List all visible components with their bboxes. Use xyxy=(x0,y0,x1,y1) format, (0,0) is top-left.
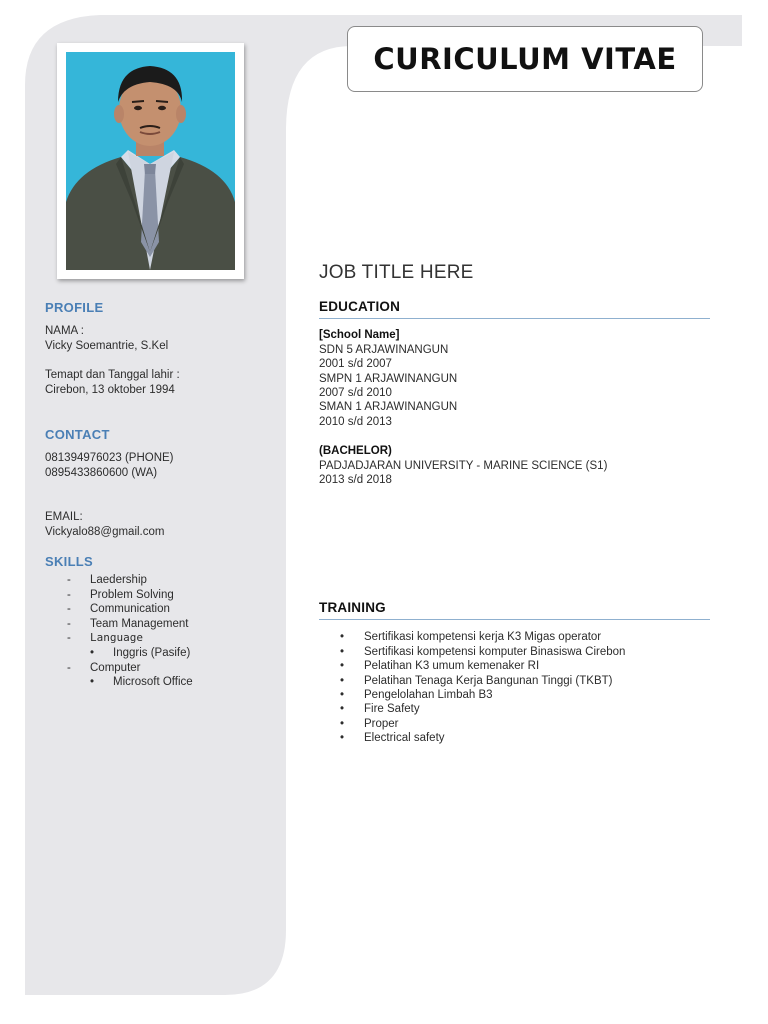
skills-heading: SKILLS xyxy=(45,554,94,569)
list-item: • Sertifikasi kompetensi komputer Binasiswa Cirebon xyxy=(319,645,710,659)
list-item: • Pelatihan Tenaga Kerja Bangunan Tinggi (TKBT) xyxy=(319,674,710,688)
name-value: Vicky Soemantrie, S.Kel xyxy=(45,340,169,352)
training-list xyxy=(319,630,710,745)
school-label: [School Name] xyxy=(319,329,400,342)
computer-list xyxy=(90,675,265,690)
list-item: • Proper xyxy=(319,717,710,731)
education-section xyxy=(319,300,710,487)
training-section xyxy=(319,601,710,746)
edu-line: SMPN 1 ARJAWINANGUN xyxy=(319,372,458,385)
list-item: • Sertifikasi kompetensi kerja K3 Migas operator xyxy=(319,630,710,644)
list-item: • Inggris (Pasife) xyxy=(90,646,265,661)
list-item: • Electrical safety xyxy=(319,731,710,745)
education-heading: EDUCATION xyxy=(319,300,710,319)
contact-heading: CONTACT xyxy=(45,427,110,442)
email-label: EMAIL: xyxy=(45,511,83,523)
phone-number: 081394976023 (PHONE) xyxy=(45,452,174,464)
edu-line: SMAN 1 ARJAWINANGUN xyxy=(319,401,458,414)
email-address: Vickyalo88@gmail.com xyxy=(45,526,165,538)
profile-heading: PROFILE xyxy=(45,300,104,315)
computer-skill xyxy=(67,661,265,690)
list-item: - Team Management xyxy=(67,617,265,632)
edu-line: 2010 s/d 2013 xyxy=(319,415,392,428)
list-item: • Pelatihan K3 umum kemenaker RI xyxy=(319,659,710,673)
cv-title: CURICULUM VITAE xyxy=(373,42,677,76)
job-title: JOB TITLE HERE xyxy=(319,262,474,283)
language-list xyxy=(90,646,265,661)
computer-label: Computer xyxy=(90,661,141,674)
birth-value: Cirebon, 13 oktober 1994 xyxy=(45,384,175,396)
wa-number: 0895433860600 (WA) xyxy=(45,467,158,479)
language-label: Language xyxy=(90,631,143,645)
name-label: NAMA : xyxy=(45,325,84,337)
list-item: • Microsoft Office xyxy=(90,675,265,690)
edu-line: 2007 s/d 2010 xyxy=(319,387,392,400)
university-name: PADJADJARAN UNIVERSITY - MARINE SCIENCE (S1) xyxy=(319,459,608,472)
list-item: - Communication xyxy=(67,602,265,617)
bachelor-label: (BACHELOR) xyxy=(319,445,392,458)
list-item: - Laedership xyxy=(67,573,265,588)
university-years: 2013 s/d 2018 xyxy=(319,474,392,487)
list-item: - Problem Solving xyxy=(67,588,265,603)
list-item: • Pengelolahan Limbah B3 xyxy=(319,688,710,702)
training-heading: TRAINING xyxy=(319,601,710,620)
profile-photo xyxy=(57,43,244,279)
title-box xyxy=(347,26,703,92)
list-item: • Fire Safety xyxy=(319,702,710,716)
edu-line: 2001 s/d 2007 xyxy=(319,358,392,371)
left-column xyxy=(45,300,265,690)
skills-list xyxy=(45,573,265,690)
edu-line: SDN 5 ARJAWINANGUN xyxy=(319,343,449,356)
language-skill xyxy=(67,631,265,660)
birth-label: Temapt dan Tanggal lahir : xyxy=(45,369,180,381)
